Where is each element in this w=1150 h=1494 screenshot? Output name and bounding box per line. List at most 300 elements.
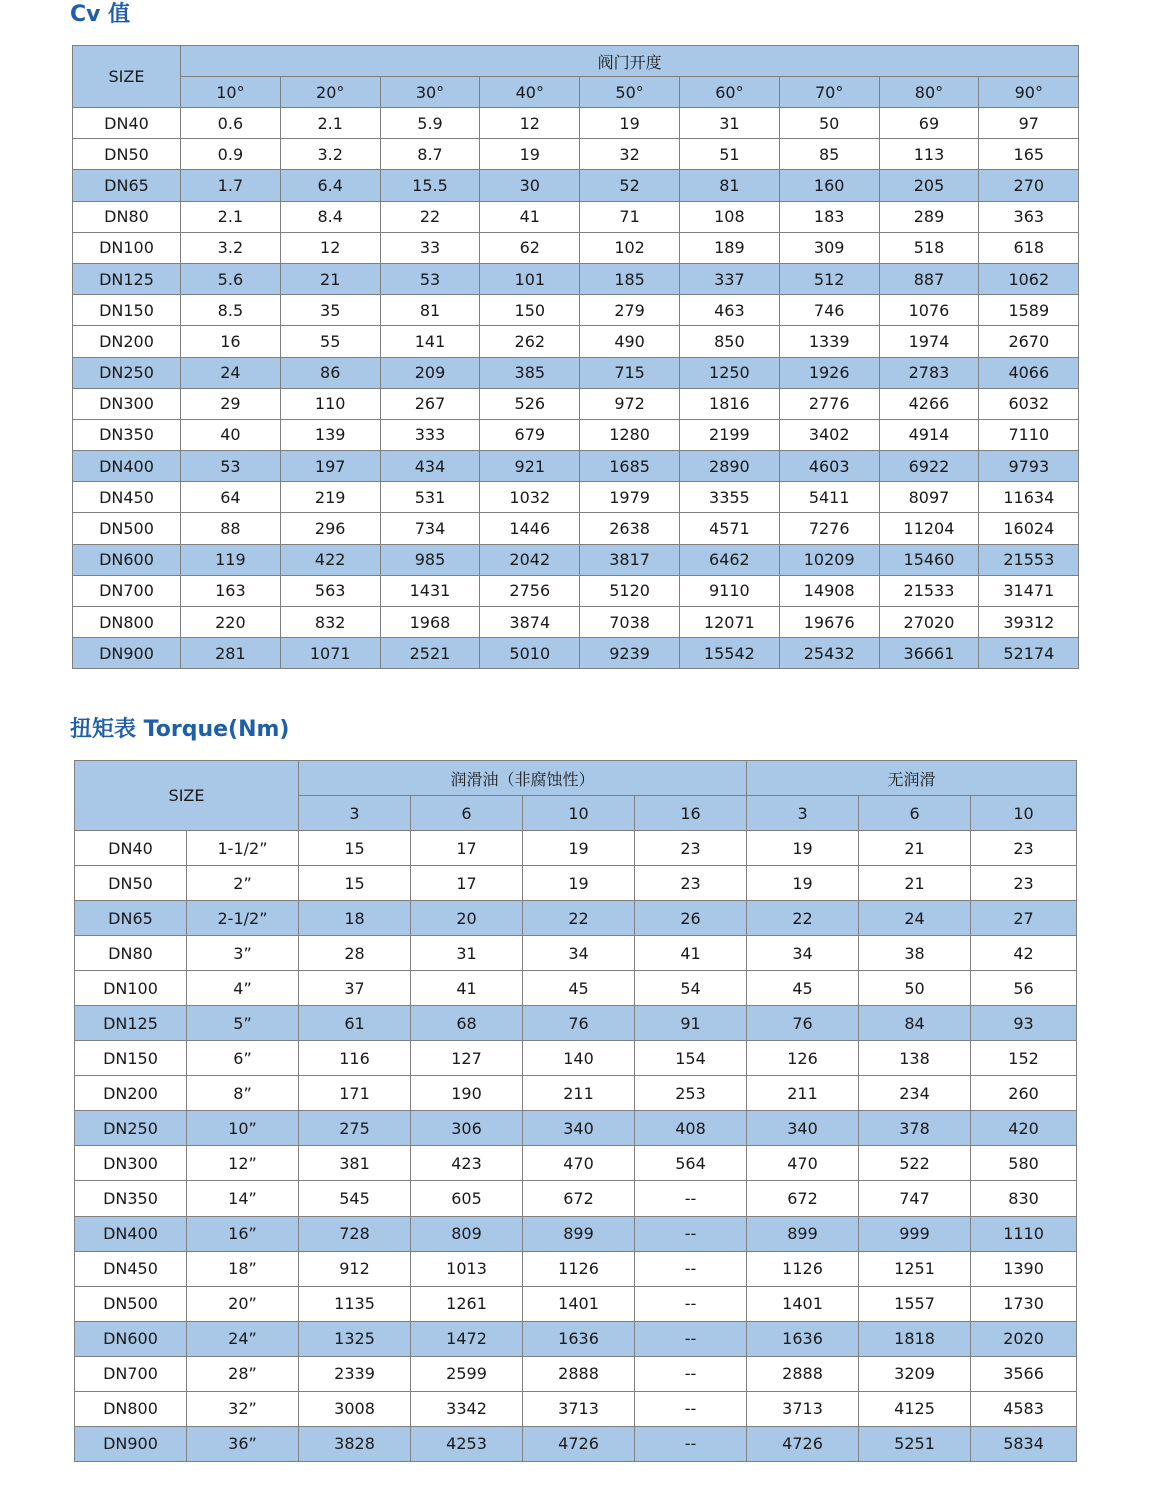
cv-table-row (73, 357, 1079, 388)
lubricated-value-cell: 809 (411, 1216, 523, 1251)
dry-value-cell: 42 (971, 936, 1077, 971)
dry-pressure-header: 6 (859, 796, 971, 831)
dry-value-cell: 1390 (971, 1251, 1077, 1286)
cv-value-cell: 4603 (779, 451, 879, 482)
lubricated-value-cell: 15 (299, 831, 411, 866)
dry-value-cell: 999 (859, 1216, 971, 1251)
cv-value-cell: 6032 (979, 388, 1079, 419)
lubricated-value-cell: 253 (635, 1076, 747, 1111)
cv-angle-header: 30° (380, 77, 480, 108)
lubricated-value-cell: 306 (411, 1111, 523, 1146)
lubricated-value-cell: 37 (299, 971, 411, 1006)
torque-table (74, 760, 1077, 1462)
dry-value-cell: 76 (747, 1006, 859, 1041)
cv-value-cell: 434 (380, 451, 480, 482)
lubricated-value-cell: 1126 (523, 1251, 635, 1286)
lubricated-value-cell: 18 (299, 901, 411, 936)
cv-value-cell: 270 (979, 170, 1079, 201)
lubricated-value-cell: 45 (523, 971, 635, 1006)
lubricated-value-cell: 28 (299, 936, 411, 971)
lubricated-value-cell: 61 (299, 1006, 411, 1041)
cv-value-cell: 53 (380, 263, 480, 294)
torque-inch-cell: 3” (187, 936, 299, 971)
cv-size-cell: DN250 (73, 357, 181, 388)
cv-section-title: Cv 值 (70, 2, 131, 27)
cv-value-cell: 512 (779, 263, 879, 294)
cv-value-cell: 36661 (879, 638, 979, 669)
cv-value-cell: 309 (779, 232, 879, 263)
cv-value-cell: 12 (480, 108, 580, 139)
cv-value-cell: 1968 (380, 607, 480, 638)
torque-inch-cell: 36” (187, 1426, 299, 1461)
dry-value-cell: 1401 (747, 1286, 859, 1321)
cv-value-cell: 19676 (779, 607, 879, 638)
cv-angle-header: 90° (979, 77, 1079, 108)
dry-value-cell: 580 (971, 1146, 1077, 1181)
lubricated-value-cell: 26 (635, 901, 747, 936)
dry-value-cell: 56 (971, 971, 1077, 1006)
cv-value-cell: 55 (280, 326, 380, 357)
cv-value-cell: 9110 (679, 575, 779, 606)
cv-value-cell: 30 (480, 170, 580, 201)
torque-size-cell: DN150 (75, 1041, 187, 1076)
lubricated-value-cell: 17 (411, 831, 523, 866)
cv-value-cell: 832 (280, 607, 380, 638)
torque-size-cell: DN100 (75, 971, 187, 1006)
dry-value-cell: 672 (747, 1181, 859, 1216)
cv-value-cell: 19 (480, 139, 580, 170)
lubricated-value-cell: -- (635, 1391, 747, 1426)
torque-size-cell: DN800 (75, 1391, 187, 1426)
cv-value-cell: 15.5 (380, 170, 480, 201)
cv-value-cell: 139 (280, 419, 380, 450)
torque-inch-cell: 4” (187, 971, 299, 1006)
cv-table-row (73, 263, 1079, 294)
cv-value-cell: 5411 (779, 482, 879, 513)
cv-table-row (73, 232, 1079, 263)
cv-value-cell: 39312 (979, 607, 1079, 638)
torque-size-cell: DN200 (75, 1076, 187, 1111)
cv-value-cell: 8.7 (380, 139, 480, 170)
cv-value-cell: 337 (679, 263, 779, 294)
cv-size-cell: DN100 (73, 232, 181, 263)
torque-inch-cell: 32” (187, 1391, 299, 1426)
lubricated-value-cell: 470 (523, 1146, 635, 1181)
cv-value-cell: 81 (380, 295, 480, 326)
dry-value-cell: 23 (971, 831, 1077, 866)
lubricated-value-cell: -- (635, 1286, 747, 1321)
cv-angle-header: 40° (480, 77, 580, 108)
dry-value-cell: 420 (971, 1111, 1077, 1146)
cv-value-cell: 262 (480, 326, 580, 357)
lubricated-value-cell: 423 (411, 1146, 523, 1181)
torque-inch-cell: 24” (187, 1321, 299, 1356)
lubricated-value-cell: 275 (299, 1111, 411, 1146)
cv-table-row (73, 575, 1079, 606)
lubricated-value-cell: -- (635, 1251, 747, 1286)
cv-value-cell: 81 (679, 170, 779, 201)
lubricated-value-cell: 1135 (299, 1286, 411, 1321)
lubricated-value-cell: 545 (299, 1181, 411, 1216)
dry-value-cell: 38 (859, 936, 971, 971)
lubricated-value-cell: 381 (299, 1146, 411, 1181)
dry-value-cell: 1636 (747, 1321, 859, 1356)
cv-value-cell: 2.1 (280, 108, 380, 139)
cv-table-row (73, 326, 1079, 357)
cv-value-cell: 4571 (679, 513, 779, 544)
cv-value-cell: 2638 (580, 513, 680, 544)
torque-size-cell: DN65 (75, 901, 187, 936)
cv-size-cell: DN150 (73, 295, 181, 326)
cv-value-cell: 219 (280, 482, 380, 513)
lubricated-value-cell: 3342 (411, 1391, 523, 1426)
cv-value-cell: 6.4 (280, 170, 380, 201)
lubricated-value-cell: 340 (523, 1111, 635, 1146)
cv-value-cell: 887 (879, 263, 979, 294)
dry-value-cell: 84 (859, 1006, 971, 1041)
lubricated-value-cell: 2339 (299, 1356, 411, 1391)
lubricated-value-cell: 1261 (411, 1286, 523, 1321)
dry-value-cell: 19 (747, 831, 859, 866)
cv-value-cell: 2776 (779, 388, 879, 419)
lubricated-value-cell: 672 (523, 1181, 635, 1216)
cv-value-cell: 4914 (879, 419, 979, 450)
cv-value-cell: 2756 (480, 575, 580, 606)
dry-value-cell: 93 (971, 1006, 1077, 1041)
cv-value-cell: 8097 (879, 482, 979, 513)
cv-value-cell: 205 (879, 170, 979, 201)
cv-value-cell: 463 (679, 295, 779, 326)
cv-value-cell: 163 (181, 575, 281, 606)
cv-value-cell: 6462 (679, 544, 779, 575)
cv-value-cell: 5.9 (380, 108, 480, 139)
lubricated-value-cell: 15 (299, 866, 411, 901)
cv-value-cell: 1446 (480, 513, 580, 544)
dry-value-cell: 899 (747, 1216, 859, 1251)
torque-inch-cell: 16” (187, 1216, 299, 1251)
cv-value-cell: 32 (580, 139, 680, 170)
cv-value-cell: 150 (480, 295, 580, 326)
cv-value-cell: 1431 (380, 575, 480, 606)
cv-size-cell: DN900 (73, 638, 181, 669)
lubricated-value-cell: 408 (635, 1111, 747, 1146)
cv-size-cell: DN500 (73, 513, 181, 544)
lubricated-value-cell: 20 (411, 901, 523, 936)
lubricated-value-cell: 171 (299, 1076, 411, 1111)
torque-size-cell: DN50 (75, 866, 187, 901)
lubricated-value-cell: 728 (299, 1216, 411, 1251)
cv-value-cell: 11634 (979, 482, 1079, 513)
cv-value-cell: 422 (280, 544, 380, 575)
dry-value-cell: 23 (971, 866, 1077, 901)
dry-value-cell: 1110 (971, 1216, 1077, 1251)
cv-value-cell: 526 (480, 388, 580, 419)
torque-size-cell: DN500 (75, 1286, 187, 1321)
lubricated-value-cell: 3713 (523, 1391, 635, 1426)
cv-value-cell: 5120 (580, 575, 680, 606)
lubricated-value-cell: 41 (411, 971, 523, 1006)
lubricated-value-cell: 4726 (523, 1426, 635, 1461)
lubricated-value-cell: 127 (411, 1041, 523, 1076)
dry-value-cell: 211 (747, 1076, 859, 1111)
cv-value-cell: 1339 (779, 326, 879, 357)
lubricated-value-cell: -- (635, 1181, 747, 1216)
cv-value-cell: 3817 (580, 544, 680, 575)
torque-inch-cell: 1-1/2” (187, 831, 299, 866)
cv-value-cell: 972 (580, 388, 680, 419)
cv-size-header: SIZE (73, 46, 181, 108)
cv-table-row (73, 139, 1079, 170)
dry-header: 无润滑 (747, 761, 1077, 796)
cv-size-cell: DN350 (73, 419, 181, 450)
lubricated-value-cell: -- (635, 1216, 747, 1251)
lubricated-value-cell: 605 (411, 1181, 523, 1216)
torque-inch-cell: 10” (187, 1111, 299, 1146)
cv-value-cell: 1.7 (181, 170, 281, 201)
cv-value-cell: 19 (580, 108, 680, 139)
cv-table-row (73, 451, 1079, 482)
cv-value-cell: 7038 (580, 607, 680, 638)
torque-inch-cell: 6” (187, 1041, 299, 1076)
lubricated-value-cell: 4253 (411, 1426, 523, 1461)
cv-size-cell: DN50 (73, 139, 181, 170)
cv-value-cell: 12 (280, 232, 380, 263)
torque-size-cell: DN250 (75, 1111, 187, 1146)
lubricated-value-cell: 1325 (299, 1321, 411, 1356)
cv-value-cell: 715 (580, 357, 680, 388)
torque-inch-cell: 18” (187, 1251, 299, 1286)
cv-size-cell: DN700 (73, 575, 181, 606)
cv-value-cell: 1816 (679, 388, 779, 419)
cv-value-cell: 189 (679, 232, 779, 263)
cv-value-cell: 1974 (879, 326, 979, 357)
lubricated-value-cell: 1636 (523, 1321, 635, 1356)
cv-size-cell: DN400 (73, 451, 181, 482)
cv-size-cell: DN200 (73, 326, 181, 357)
torque-table-row (75, 1251, 1077, 1286)
dry-value-cell: 522 (859, 1146, 971, 1181)
cv-value-cell: 108 (679, 201, 779, 232)
cv-value-cell: 1250 (679, 357, 779, 388)
cv-table (72, 45, 1079, 669)
cv-value-cell: 110 (280, 388, 380, 419)
cv-value-cell: 101 (480, 263, 580, 294)
torque-table-row (75, 1146, 1077, 1181)
torque-table-row (75, 1321, 1077, 1356)
torque-inch-cell: 12” (187, 1146, 299, 1181)
cv-value-cell: 7276 (779, 513, 879, 544)
torque-table-row (75, 1286, 1077, 1321)
cv-value-cell: 22 (380, 201, 480, 232)
dry-value-cell: 4125 (859, 1391, 971, 1426)
cv-value-cell: 6922 (879, 451, 979, 482)
cv-value-cell: 8.5 (181, 295, 281, 326)
lubricated-pressure-header: 10 (523, 796, 635, 831)
cv-value-cell: 8.4 (280, 201, 380, 232)
dry-value-cell: 21 (859, 866, 971, 901)
lubricated-value-cell: 23 (635, 866, 747, 901)
dry-value-cell: 19 (747, 866, 859, 901)
cv-value-cell: 921 (480, 451, 580, 482)
cv-table-row (73, 170, 1079, 201)
torque-size-cell: DN900 (75, 1426, 187, 1461)
dry-value-cell: 5251 (859, 1426, 971, 1461)
lubricated-value-cell: 76 (523, 1006, 635, 1041)
cv-value-cell: 50 (779, 108, 879, 139)
cv-value-cell: 209 (380, 357, 480, 388)
lubricated-value-cell: 68 (411, 1006, 523, 1041)
dry-value-cell: 4726 (747, 1426, 859, 1461)
cv-value-cell: 2.1 (181, 201, 281, 232)
cv-value-cell: 62 (480, 232, 580, 263)
dry-value-cell: 2888 (747, 1356, 859, 1391)
cv-value-cell: 12071 (679, 607, 779, 638)
cv-value-cell: 35 (280, 295, 380, 326)
cv-table-row (73, 544, 1079, 575)
cv-value-cell: 29 (181, 388, 281, 419)
lubricated-value-cell: 140 (523, 1041, 635, 1076)
cv-value-cell: 267 (380, 388, 480, 419)
dry-pressure-header: 10 (971, 796, 1077, 831)
lubricated-value-cell: 1472 (411, 1321, 523, 1356)
torque-size-cell: DN700 (75, 1356, 187, 1391)
torque-table-row (75, 1426, 1077, 1461)
cv-value-cell: 119 (181, 544, 281, 575)
torque-inch-cell: 14” (187, 1181, 299, 1216)
dry-value-cell: 4583 (971, 1391, 1077, 1426)
dry-value-cell: 27 (971, 901, 1077, 936)
lubricated-pressure-header: 6 (411, 796, 523, 831)
dry-pressure-header: 3 (747, 796, 859, 831)
dry-value-cell: 138 (859, 1041, 971, 1076)
cv-value-cell: 1032 (480, 482, 580, 513)
cv-value-cell: 220 (181, 607, 281, 638)
torque-table-row (75, 936, 1077, 971)
lubricated-value-cell: -- (635, 1426, 747, 1461)
cv-value-cell: 385 (480, 357, 580, 388)
cv-value-cell: 1071 (280, 638, 380, 669)
lubricated-value-cell: 23 (635, 831, 747, 866)
cv-value-cell: 4266 (879, 388, 979, 419)
dry-value-cell: 747 (859, 1181, 971, 1216)
torque-table-row (75, 1076, 1077, 1111)
cv-value-cell: 97 (979, 108, 1079, 139)
torque-table-row (75, 901, 1077, 936)
lubricated-value-cell: -- (635, 1321, 747, 1356)
cv-value-cell: 33 (380, 232, 480, 263)
cv-value-cell: 86 (280, 357, 380, 388)
dry-value-cell: 1730 (971, 1286, 1077, 1321)
cv-value-cell: 1062 (979, 263, 1079, 294)
torque-table-row (75, 866, 1077, 901)
cv-size-cell: DN600 (73, 544, 181, 575)
dry-value-cell: 22 (747, 901, 859, 936)
cv-value-cell: 1685 (580, 451, 680, 482)
cv-value-cell: 160 (779, 170, 879, 201)
lubricated-value-cell: 17 (411, 866, 523, 901)
cv-value-cell: 5.6 (181, 263, 281, 294)
cv-value-cell: 518 (879, 232, 979, 263)
lubricated-value-cell: 1401 (523, 1286, 635, 1321)
lubricated-value-cell: 41 (635, 936, 747, 971)
lubricated-value-cell: 19 (523, 866, 635, 901)
cv-value-cell: 490 (580, 326, 680, 357)
cv-value-cell: 1589 (979, 295, 1079, 326)
cv-value-cell: 21533 (879, 575, 979, 606)
torque-table-row (75, 1356, 1077, 1391)
cv-table-row (73, 295, 1079, 326)
cv-table-row (73, 607, 1079, 638)
torque-size-cell: DN600 (75, 1321, 187, 1356)
cv-value-cell: 2042 (480, 544, 580, 575)
lubricated-value-cell: 116 (299, 1041, 411, 1076)
cv-value-cell: 141 (380, 326, 480, 357)
dry-value-cell: 1126 (747, 1251, 859, 1286)
cv-value-cell: 333 (380, 419, 480, 450)
cv-value-cell: 53 (181, 451, 281, 482)
cv-size-cell: DN800 (73, 607, 181, 638)
dry-value-cell: 34 (747, 936, 859, 971)
lubricated-value-cell: 31 (411, 936, 523, 971)
cv-value-cell: 69 (879, 108, 979, 139)
cv-value-cell: 5010 (480, 638, 580, 669)
cv-value-cell: 10209 (779, 544, 879, 575)
cv-value-cell: 281 (181, 638, 281, 669)
dry-value-cell: 126 (747, 1041, 859, 1076)
cv-value-cell: 618 (979, 232, 1079, 263)
cv-value-cell: 4066 (979, 357, 1079, 388)
torque-size-cell: DN300 (75, 1146, 187, 1181)
cv-value-cell: 9239 (580, 638, 680, 669)
cv-angle-header: 10° (181, 77, 281, 108)
cv-angle-header: 50° (580, 77, 680, 108)
cv-value-cell: 1979 (580, 482, 680, 513)
cv-size-cell: DN40 (73, 108, 181, 139)
torque-inch-cell: 20” (187, 1286, 299, 1321)
cv-table-row (73, 513, 1079, 544)
lubricated-value-cell: 154 (635, 1041, 747, 1076)
cv-value-cell: 7110 (979, 419, 1079, 450)
lubricated-value-cell: 1013 (411, 1251, 523, 1286)
cv-opening-header: 阀门开度 (181, 46, 1079, 77)
cv-value-cell: 1280 (580, 419, 680, 450)
cv-value-cell: 27020 (879, 607, 979, 638)
cv-value-cell: 985 (380, 544, 480, 575)
cv-value-cell: 71 (580, 201, 680, 232)
cv-value-cell: 21553 (979, 544, 1079, 575)
cv-value-cell: 679 (480, 419, 580, 450)
cv-value-cell: 1076 (879, 295, 979, 326)
cv-value-cell: 3.2 (280, 139, 380, 170)
dry-value-cell: 24 (859, 901, 971, 936)
lubricated-value-cell: 211 (523, 1076, 635, 1111)
lubricated-header: 润滑油（非腐蚀性） (299, 761, 747, 796)
cv-table-row (73, 482, 1079, 513)
lubricated-value-cell: 2888 (523, 1356, 635, 1391)
cv-value-cell: 183 (779, 201, 879, 232)
lubricated-value-cell: 2599 (411, 1356, 523, 1391)
torque-table-row (75, 1216, 1077, 1251)
cv-value-cell: 113 (879, 139, 979, 170)
torque-table-row (75, 1111, 1077, 1146)
cv-size-cell: DN125 (73, 263, 181, 294)
cv-value-cell: 0.9 (181, 139, 281, 170)
cv-angle-header: 60° (679, 77, 779, 108)
cv-value-cell: 289 (879, 201, 979, 232)
lubricated-value-cell: 190 (411, 1076, 523, 1111)
cv-table-row (73, 108, 1079, 139)
torque-section-title: 扭矩表 Torque(Nm) (70, 717, 290, 742)
